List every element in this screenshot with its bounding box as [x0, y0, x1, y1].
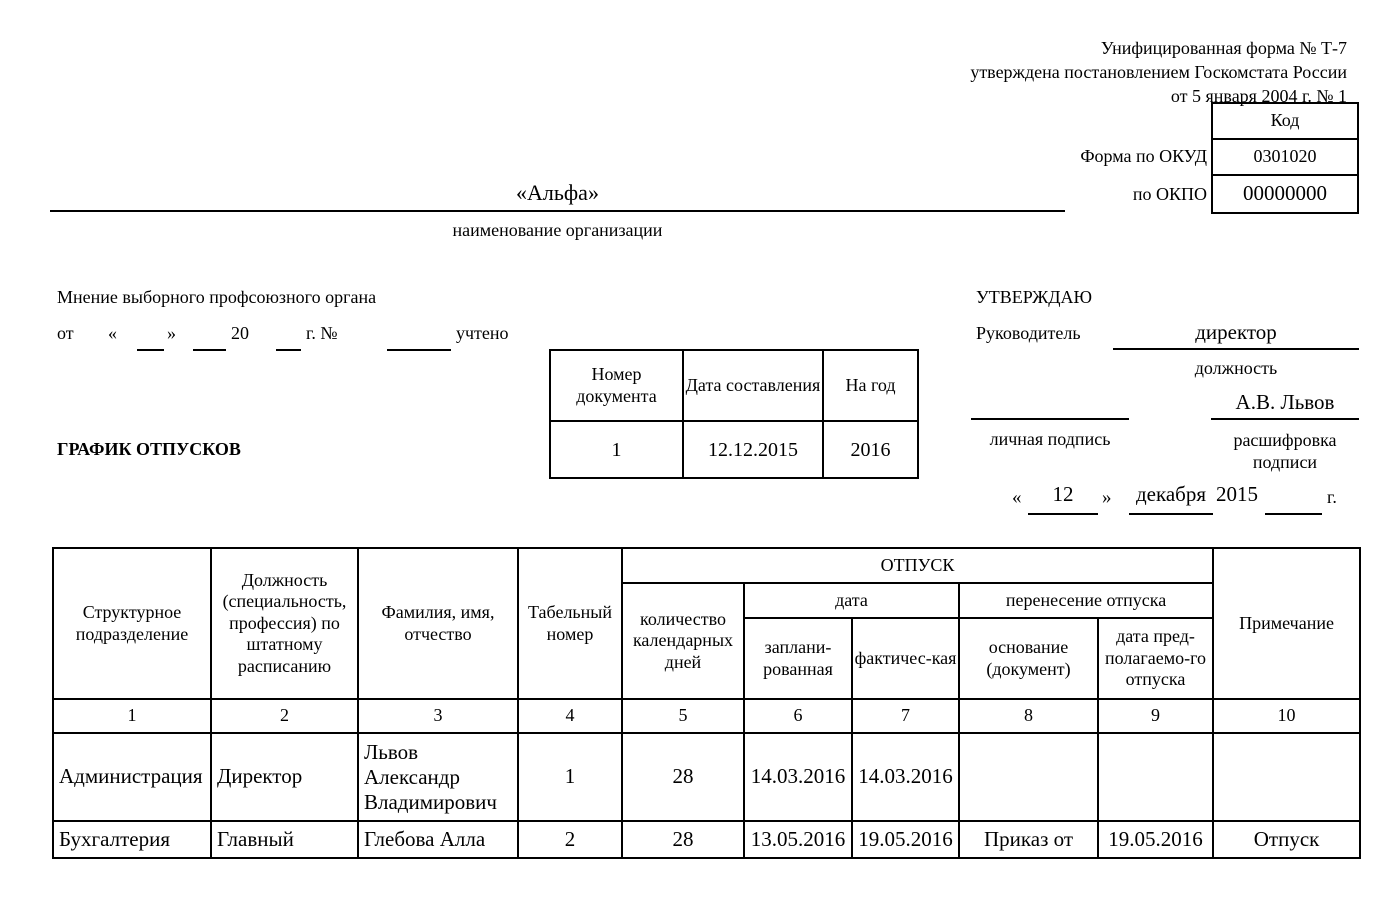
cell-expected-date: 19.05.2016 [1098, 821, 1213, 858]
cell-planned: 14.03.2016 [744, 733, 852, 821]
approver-name: А.В. Львов [1235, 390, 1335, 414]
code-table [1211, 102, 1359, 214]
form-header [970, 36, 1347, 108]
approval-month: декабря [1135, 482, 1207, 506]
cell-actual: 19.05.2016 [852, 821, 959, 858]
year-line [1265, 513, 1322, 515]
header-vacation: ОТПУСК [622, 548, 1213, 583]
cell-department: Администрация [53, 733, 211, 821]
column-number: 5 [622, 699, 744, 733]
organization-caption: наименование организации [452, 220, 663, 240]
organization-underline [50, 210, 1065, 212]
approval-year: 2015 [1216, 482, 1258, 506]
head-label: Руководитель [976, 323, 1081, 343]
column-number: 8 [959, 699, 1098, 733]
document-title: ГРАФИК ОТПУСКОВ [57, 439, 241, 459]
approval-day: 12 [1052, 482, 1074, 506]
header-full-name: Фамилия, имя, отчество [358, 548, 518, 699]
doc-number-value: 1 [550, 421, 683, 478]
header-note: Примечание [1213, 548, 1360, 699]
cell-full-name: Львов Александр Владимирович [358, 733, 518, 821]
union-number-line [387, 349, 451, 351]
position-line [1113, 348, 1359, 350]
column-number: 3 [358, 699, 518, 733]
union-accounted: учтено [456, 323, 509, 343]
cell-position: Директор [211, 733, 358, 821]
doc-date-header: Дата составления [683, 350, 823, 421]
position-value: директор [1195, 320, 1277, 344]
cell-basis: Приказ от [959, 821, 1098, 858]
form-line-3: от 5 января 2004 г. № 1 [1170, 86, 1347, 106]
date-quote-open: « [1012, 487, 1022, 508]
cell-personnel-number: 2 [518, 821, 622, 858]
header-days: количество календарных дней [622, 583, 744, 699]
kod-label: Код [1212, 103, 1358, 139]
doc-number-header: Номер документа [550, 350, 683, 421]
cell-personnel-number: 1 [518, 733, 622, 821]
okpo-label: по ОКПО [1132, 184, 1207, 204]
form-line-1: Унифицированная форма № Т-7 [1100, 38, 1347, 58]
header-date: дата [744, 583, 959, 618]
column-numbers-row [53, 699, 1360, 733]
header-actual: фактичес-кая [852, 618, 959, 699]
date-quote-close: » [1102, 487, 1112, 508]
organization-name: «Альфа» [516, 180, 599, 205]
cell-expected-date [1098, 733, 1213, 821]
doc-year-header: На год [823, 350, 918, 421]
doc-year-value: 2016 [823, 421, 918, 478]
day-line [1028, 513, 1098, 515]
vacation-schedule-table [52, 547, 1361, 859]
union-month-line [193, 349, 226, 351]
table-row [53, 733, 1360, 821]
okud-value: 0301020 [1212, 139, 1358, 175]
header-basis: основание (документ) [959, 618, 1098, 699]
header-planned: заплани-рованная [744, 618, 852, 699]
name-line [1211, 418, 1359, 420]
column-number: 4 [518, 699, 622, 733]
header-position: Должность (специальность, профессия) по штатному расписанию [211, 548, 358, 699]
document-info-table [549, 349, 919, 479]
table-row [53, 821, 1360, 858]
cell-full-name: Глебова Алла [358, 821, 518, 858]
cell-actual: 14.03.2016 [852, 733, 959, 821]
decoding-caption: расшифровка подписи [1233, 430, 1337, 472]
okpo-value: 00000000 [1212, 175, 1358, 213]
column-number: 6 [744, 699, 852, 733]
union-from: от [57, 323, 74, 343]
cell-days: 28 [622, 821, 744, 858]
cell-note: Отпуск [1213, 821, 1360, 858]
union-title: Мнение выборного профсоюзного органа [57, 287, 377, 307]
cell-days: 28 [622, 733, 744, 821]
column-number: 2 [211, 699, 358, 733]
union-day-line [137, 349, 164, 351]
form-line-2: утверждена постановлением Госкомстата России [970, 62, 1347, 82]
union-year-prefix: 20 [231, 323, 249, 343]
year-suffix: г. [1327, 487, 1337, 507]
position-caption: должность [1194, 358, 1278, 378]
cell-basis [959, 733, 1098, 821]
header-transfer: перенесение отпуска [959, 583, 1213, 618]
column-number: 7 [852, 699, 959, 733]
header-department: Структурное подразделение [53, 548, 211, 699]
column-number: 10 [1213, 699, 1360, 733]
union-number-label: г. № [306, 323, 338, 343]
approval-title: УТВЕРЖДАЮ [976, 287, 1093, 307]
cell-department: Бухгалтерия [53, 821, 211, 858]
doc-date-value: 12.12.2015 [683, 421, 823, 478]
cell-position: Главный [211, 821, 358, 858]
cell-note [1213, 733, 1360, 821]
month-line [1129, 513, 1213, 515]
header-personnel-number: Табельный номер [518, 548, 622, 699]
union-quote-close: » [167, 323, 176, 343]
okud-label: Форма по ОКУД [1080, 146, 1207, 166]
header-expected-date: дата пред-полагаемо-го отпуска [1098, 618, 1213, 699]
union-quote-open: « [108, 323, 117, 343]
signature-caption: личная подпись [989, 429, 1111, 449]
column-number: 1 [53, 699, 211, 733]
column-number: 9 [1098, 699, 1213, 733]
union-year-line [276, 349, 301, 351]
signature-line [971, 418, 1129, 420]
cell-planned: 13.05.2016 [744, 821, 852, 858]
